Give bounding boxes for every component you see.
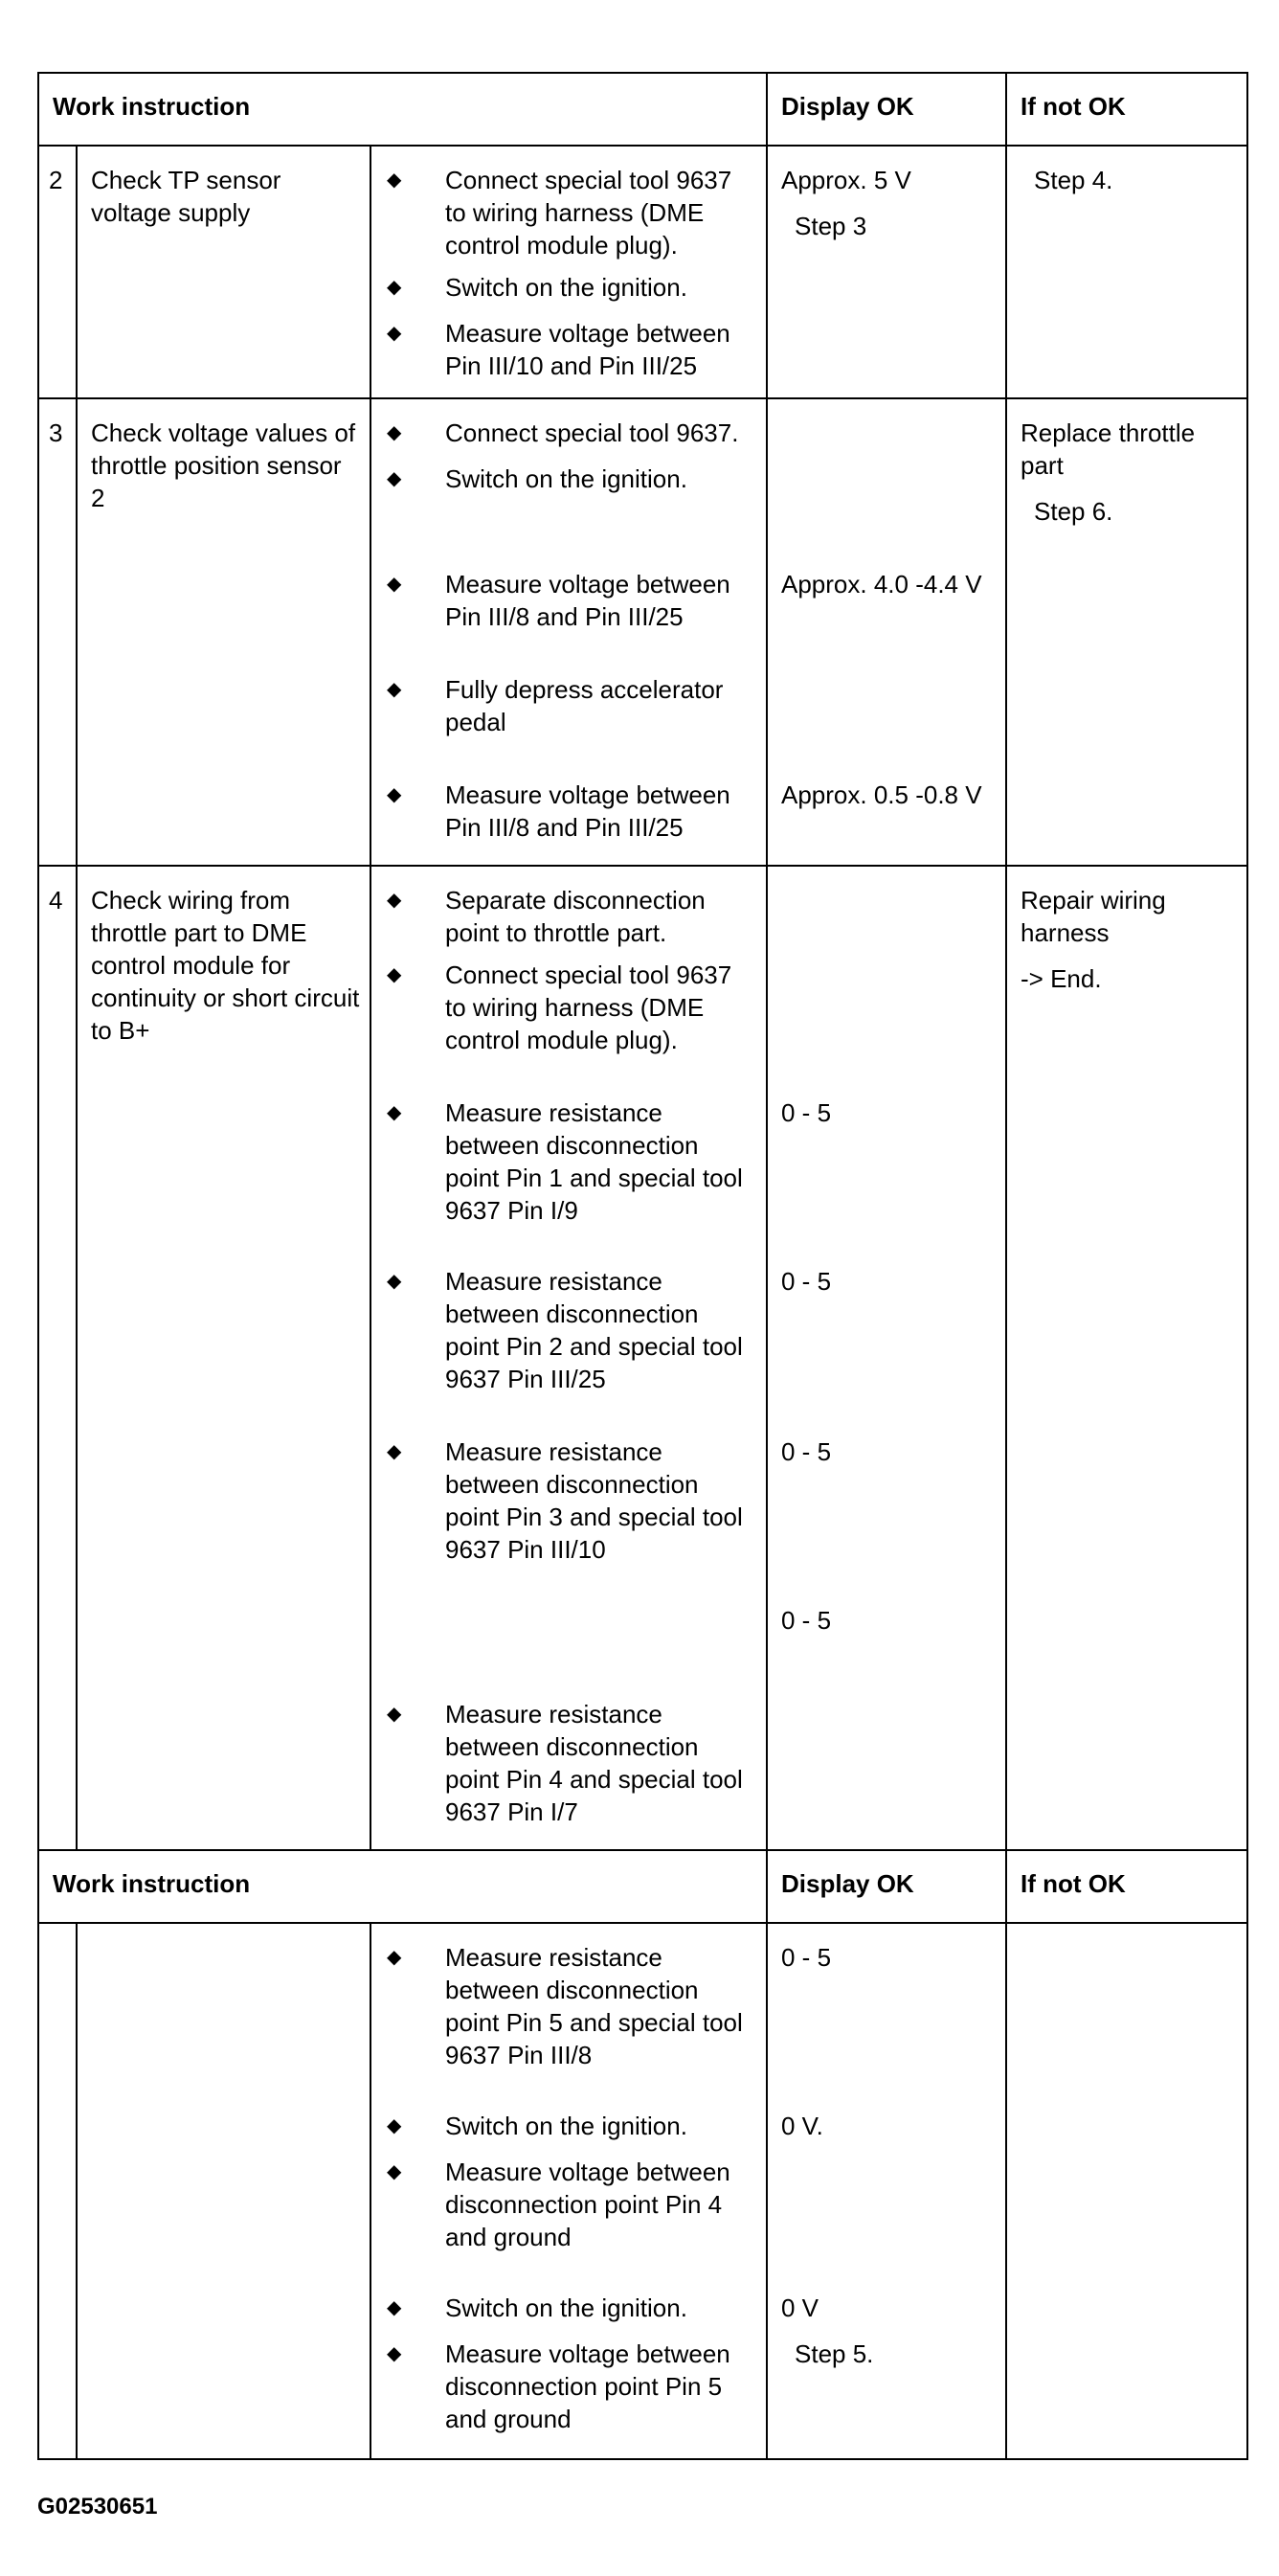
bullet-icon: ◆ — [387, 1102, 402, 1123]
display-ok-cell — [767, 1923, 1006, 2459]
step-description — [77, 866, 370, 1850]
bullet-icon: ◆ — [387, 422, 402, 443]
image-code: G02530651 — [37, 2494, 158, 2520]
bullet-icon: ◆ — [387, 277, 402, 298]
fallback-action: Repair wiring harness — [1021, 886, 1166, 947]
work-instruction-table — [37, 72, 1248, 2460]
bullet-icon: ◆ — [387, 890, 402, 911]
action-text: Measure resistance between disconnection point Pin 2 and special tool 9637 Pin III/25 — [445, 1267, 743, 1393]
bullet-icon: ◆ — [387, 2161, 402, 2182]
step-description-text: Check TP sensor voltage supply — [91, 166, 281, 227]
header-work-instruction — [38, 1850, 767, 1923]
step-number — [38, 866, 77, 1850]
header-display-ok — [767, 1850, 1006, 1923]
step-description-text — [78, 1924, 370, 1941]
action-text: Fully depress accelerator pedal — [445, 675, 724, 736]
display-ok-value: 0 - 5 — [781, 1606, 832, 1635]
bullet-icon: ◆ — [387, 169, 402, 191]
table-row-step-4 — [38, 866, 1247, 1850]
step-actions — [370, 1923, 767, 2459]
step-description — [77, 398, 370, 866]
display-ok-value: 0 V. — [781, 2112, 823, 2140]
bullet-icon: ◆ — [387, 1704, 402, 1725]
display-ok-cell — [767, 146, 1006, 398]
action-text: Connect special tool 9637. — [445, 418, 739, 447]
action-text: Switch on the ignition. — [445, 464, 687, 493]
step-number — [38, 146, 77, 398]
action-text: Measure resistance between disconnection point Pin 3 and special tool 9637 Pin III/10 — [445, 1437, 743, 1564]
action-text: Measure voltage between Pin III/10 and Pin III/25 — [445, 319, 730, 380]
header-if-not-ok-label: If not OK — [1021, 1869, 1126, 1898]
table-header-row — [38, 73, 1247, 146]
step-actions — [370, 146, 767, 398]
action-text: Connect special tool 9637 to wiring harness (DME control module plug). — [445, 960, 732, 1054]
bullet-icon: ◆ — [387, 1441, 402, 1462]
bullet-icon: ◆ — [387, 468, 402, 489]
step-description — [77, 146, 370, 398]
bullet-icon: ◆ — [387, 2343, 402, 2364]
fallback-action: Replace throttle part — [1021, 418, 1196, 480]
header-if-not-ok — [1006, 73, 1247, 146]
action-text: Measure resistance between disconnection point Pin 1 and special tool 9637 Pin I/9 — [445, 1098, 743, 1225]
header-work-instruction-label: Work instruction — [53, 1869, 251, 1898]
bullet-icon: ◆ — [387, 2115, 402, 2136]
step-number-text: 4 — [49, 886, 63, 915]
action-text: Measure resistance between disconnection point Pin 5 and special tool 9637 Pin III/8 — [445, 1943, 743, 2069]
table-row-step-2 — [38, 146, 1247, 398]
display-ok-value: Approx. 0.5 -0.8 V — [781, 780, 982, 809]
header-work-instruction — [38, 73, 767, 146]
if-not-ok-cell — [1006, 146, 1247, 398]
if-not-ok-cell — [1006, 398, 1247, 866]
bullet-icon: ◆ — [387, 574, 402, 595]
step-actions — [370, 398, 767, 866]
header-work-instruction-label: Work instruction — [53, 92, 251, 121]
step-description-text: Check wiring from throttle part to DME control module for continuity or short circuit to B+ — [91, 886, 360, 1045]
header-display-ok-label: Display OK — [781, 1869, 914, 1898]
display-ok-value: 0 - 5 — [781, 1267, 832, 1296]
bullet-icon: ◆ — [387, 784, 402, 805]
next-step-ref-text: Step 5. — [795, 2339, 874, 2368]
action-text: Measure voltage between disconnection point Pin 4 and ground — [445, 2158, 730, 2251]
action-text: Connect special tool 9637 to wiring harness (DME control module plug). — [445, 166, 732, 260]
if-not-ok-cell — [1006, 1923, 1247, 2459]
header-display-ok-label: Display OK — [781, 92, 914, 121]
if-not-ok-cell — [1006, 866, 1247, 1850]
step-description-text: Check voltage values of throttle position sensor 2 — [91, 418, 356, 512]
bullet-icon: ◆ — [387, 1947, 402, 1968]
display-ok-value: 0 - 5 — [781, 1098, 832, 1127]
step-number-text: 2 — [49, 166, 63, 194]
table-row-step-3 — [38, 398, 1247, 866]
action-text: Measure voltage between disconnection point Pin 5 and ground — [445, 2339, 730, 2433]
step-number-text: 3 — [49, 418, 63, 447]
next-step-ref — [781, 210, 999, 242]
table-header-row — [38, 1850, 1247, 1923]
display-ok-value: 0 V — [781, 2294, 819, 2322]
work-instruction-document — [37, 72, 1246, 2460]
step-number — [38, 1923, 77, 2459]
action-text: Switch on the ignition. — [445, 2112, 687, 2140]
next-step-ref-text: Step 3 — [795, 212, 867, 240]
display-ok-value: Approx. 5 V — [781, 166, 911, 194]
action-text: Switch on the ignition. — [445, 273, 687, 302]
fallback-step-ref-text: Step 6. — [1034, 497, 1113, 526]
action-text: Switch on the ignition. — [445, 2294, 687, 2322]
action-text: Measure voltage between Pin III/8 and Pin III/25 — [445, 780, 730, 842]
bullet-icon: ◆ — [387, 323, 402, 344]
bullet-icon: ◆ — [387, 679, 402, 700]
step-actions — [370, 866, 767, 1850]
step-description — [77, 1923, 370, 2459]
display-ok-value: 0 - 5 — [781, 1437, 832, 1466]
action-text: Measure voltage between Pin III/8 and Pin III/25 — [445, 570, 730, 631]
display-ok-value: Approx. 4.0 -4.4 V — [781, 570, 982, 599]
table-row-step-4-continued — [38, 1923, 1247, 2459]
step-number-text — [39, 1924, 76, 1941]
fallback-step-ref — [1021, 495, 1241, 528]
bullet-icon: ◆ — [387, 964, 402, 985]
step-number — [38, 398, 77, 866]
fallback-step-ref — [1021, 164, 1241, 196]
action-text: Measure resistance between disconnection point Pin 4 and special tool 9637 Pin I/7 — [445, 1700, 743, 1826]
fallback-step-ref-text: Step 4. — [1034, 166, 1113, 194]
next-step-ref — [781, 2338, 999, 2370]
display-ok-cell — [767, 398, 1006, 866]
display-ok-cell — [767, 866, 1006, 1850]
bullet-icon: ◆ — [387, 1271, 402, 1292]
fallback-step-ref: -> End. — [1021, 964, 1102, 993]
bullet-icon: ◆ — [387, 2297, 402, 2318]
header-if-not-ok-label: If not OK — [1021, 92, 1126, 121]
header-display-ok — [767, 73, 1006, 146]
action-text: Separate disconnection point to throttle part. — [445, 886, 706, 947]
display-ok-value: 0 - 5 — [781, 1943, 832, 1972]
header-if-not-ok — [1006, 1850, 1247, 1923]
